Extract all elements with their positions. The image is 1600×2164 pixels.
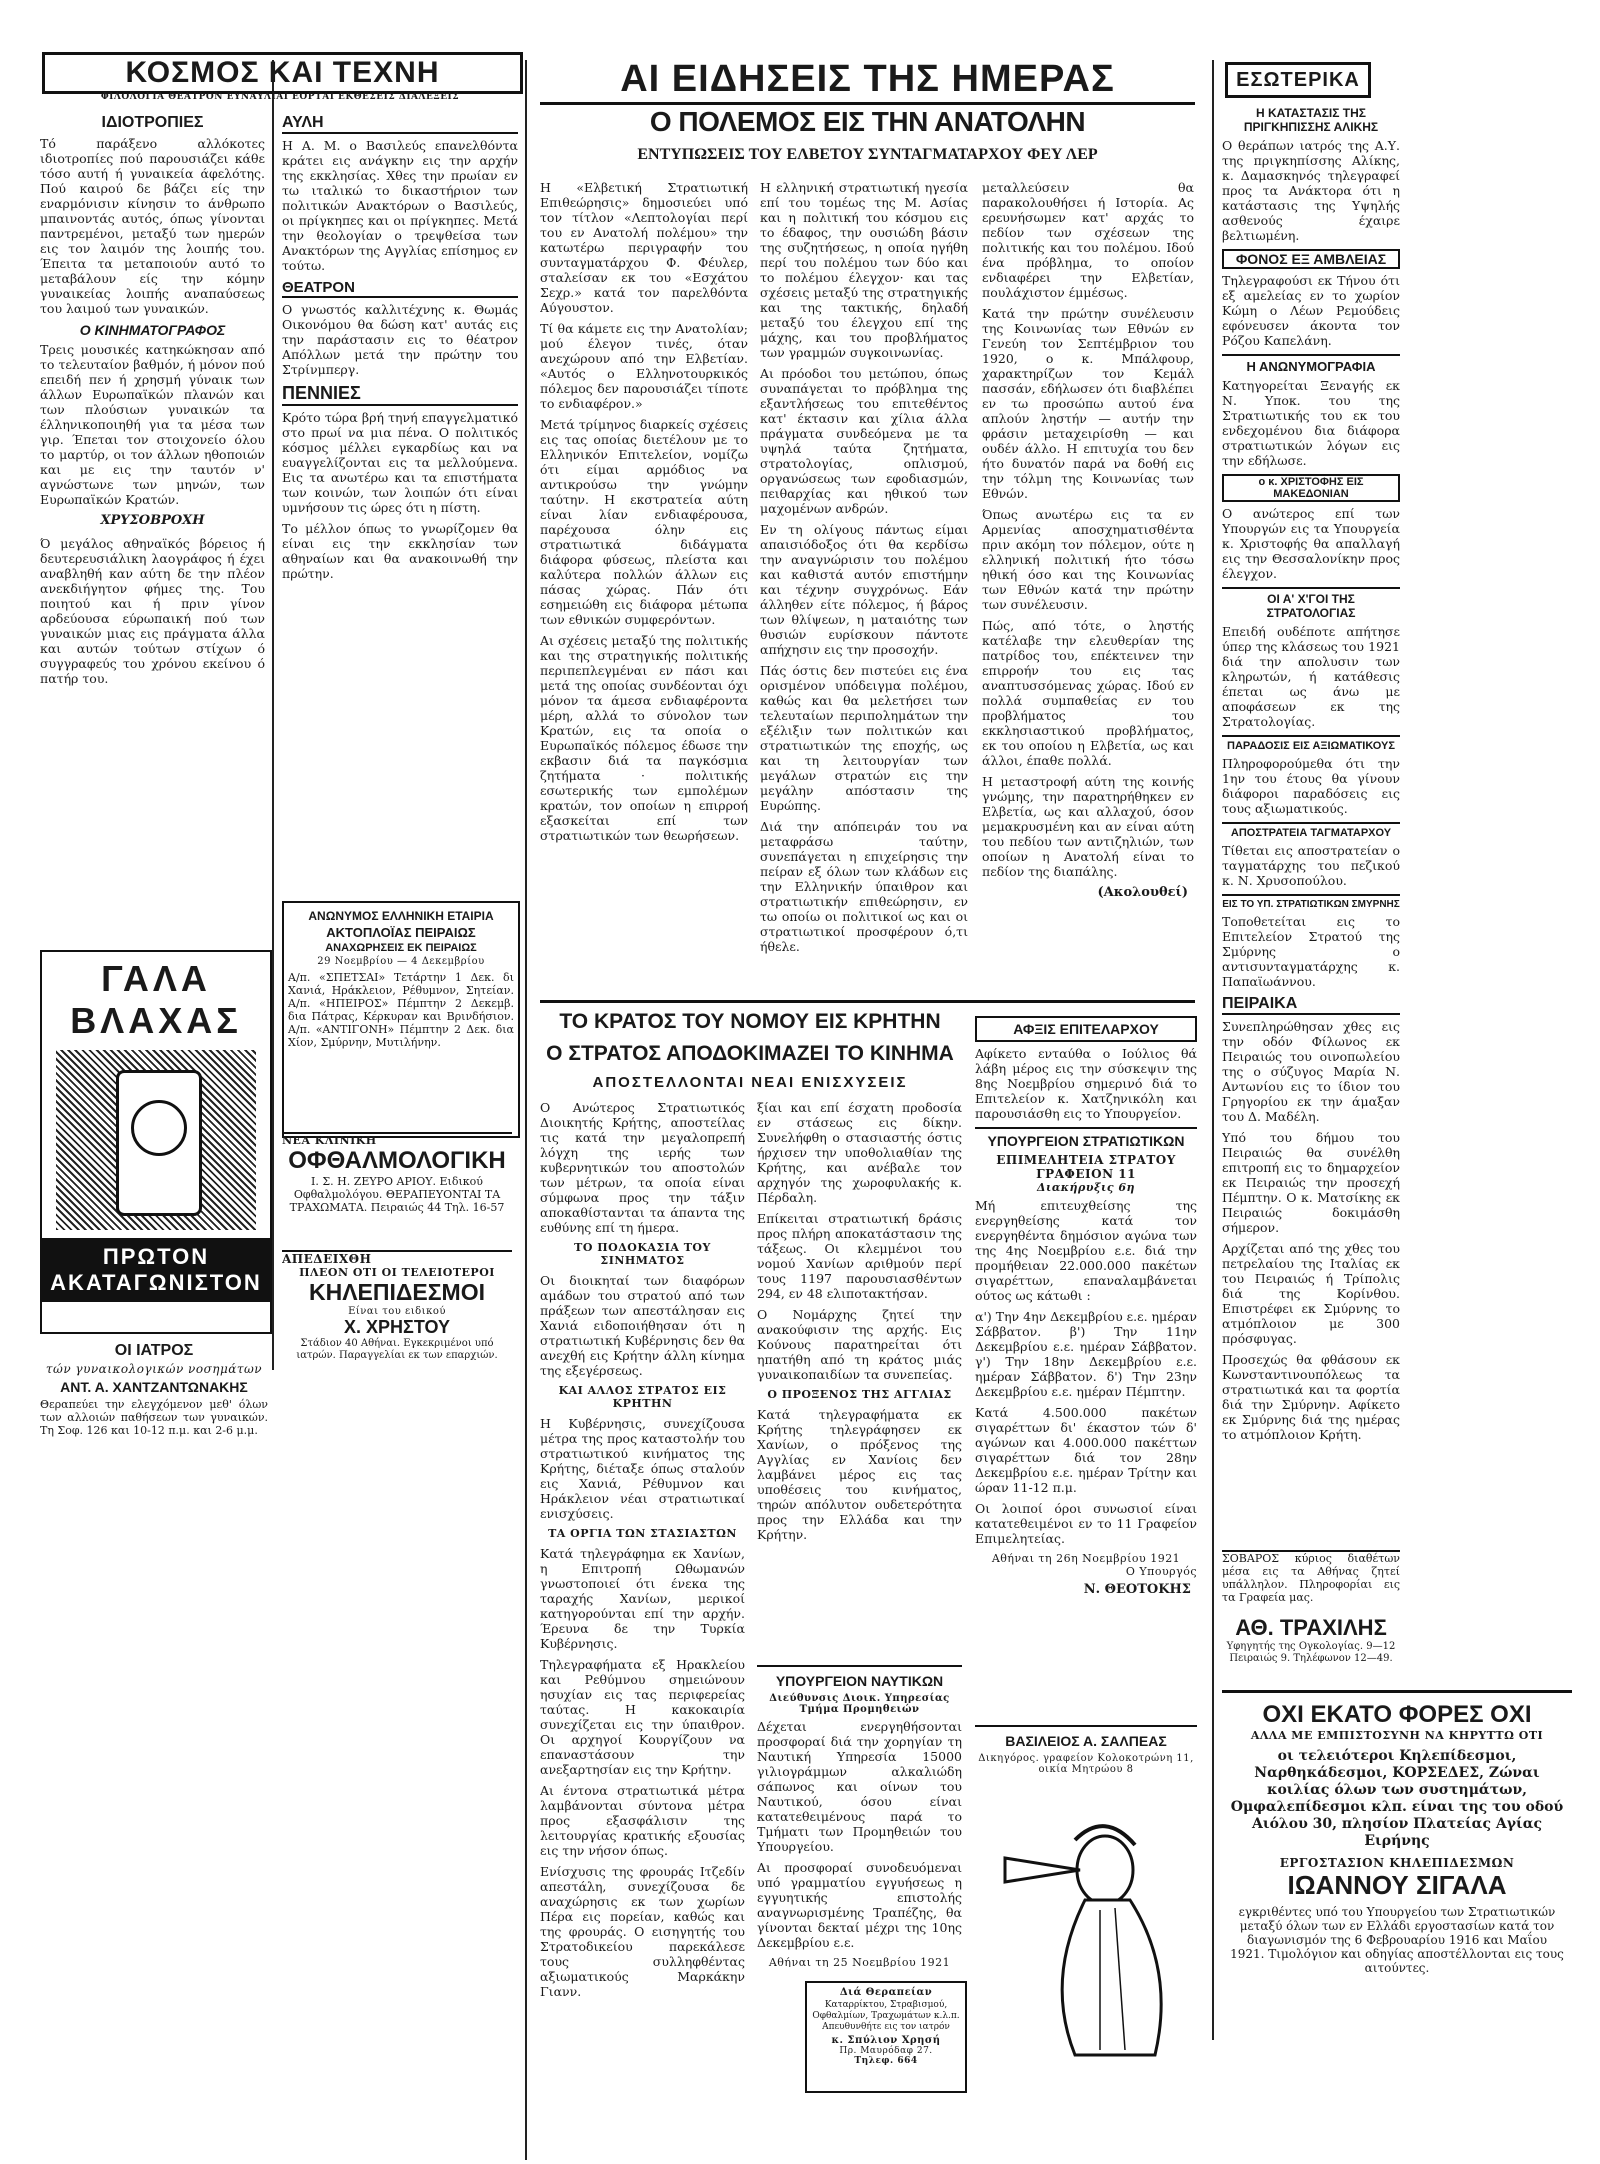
ad-doctor-line: τών γυναικολογικών νοσημάτων — [45, 1362, 263, 1376]
ad-steamer-title: ΑΝΩΝΥΜΟΣ ΕΛΛΗΝΙΚΗ ΕΤΑΙΡΙΑ — [308, 909, 494, 923]
article-text: Κατά την πρώτην συνέλευσιν της Κοινωνίας των Εθνών εν Γενεύη τον Σεπτέμβριον του 1920, ο κ. Μπάλφουρ, χαρακτηρίζων τον Κεμάλ πασσάν, εδήλωσεν ότι διαβλέπει εν τω προσώπω αυτού ένα απλούν ληστήν — αυτήν την φράσιν μεταχειρίσθη — και ουδέν άλλο. Η επιτυχία του δεν ήτο δυνατόν παρά να δοθή εις την τόλμη της Κοινωνίας των Εθνών. — [982, 306, 1194, 501]
ad-trachilis-name: ΑΘ. ΤΡΑΧΙΛΗΣ — [1235, 1615, 1387, 1640]
article-text: Αι προσφοραί συνοδευόμεναι υπό γραμματίου εγγυήσεως η εγγυητικής επιστολής αναγνωρισμένης Τραπέζης, θα γίνονται δεκταί μέχρι της 10ης Δεκεμβρίου ε.ε. — [757, 1860, 962, 1950]
main-article-col-1 — [540, 180, 748, 980]
military-subtitle: ΕΠΙΜΕΛΗΤΕΙΑ ΣΤΡΑΤΟΥ — [996, 1153, 1176, 1167]
ad-lawyer — [975, 1725, 1197, 1787]
article-text: Τό παράξενο αλλόκοτες ιδιοτροπίες πού παρουσιάζει κάθε τόσο αυτή ή γυναικεία άφελότης. Πού καιρού δε βάζει είς την εναρμόνισιν κίνησιν το άνθρωπο μπαινοντάς αυτός, όπως γίνονται παντρεμένοι, μεταξύ των ημερών εις τον λαιμόν της λοιπής του. Έπειτα τα μεταποιούν αυτό το μεταβάλουν είς την κόμην γυναικείας λοιπής αναπαύσεως του λαιμού των γυναικών. — [40, 136, 265, 316]
article-text: μεταλλεύσειν θα παρακολουθήσει ή Ιστορία. Ας ερευνήσωμεν κατ' αρχάς το πεδίον των σχέσεων της πολιτικής και του πολέμου. Ιδού ένα πρόβλημα, το οποίον ενδιαφέρει την Ελβετίαν, πουλάχιστον έμμέσως. — [982, 180, 1194, 300]
navy-date: Αθήναι τη 25 Νοεμβρίου 1921 — [768, 1956, 951, 1967]
article-text: Επίκειται στρατιωτική δράσις προς πλήρη αποκατάστασιν της τάξεως. Οι κλεμμένοι του νομού Χανίων αριθμούν περί τους 1197 παρουσιασθέντων 294, εν 48 ελιποτακτήσαν. — [757, 1211, 962, 1301]
article-text: Η Κυβέρνησις, συνεχίζουσα μέτρα της προς καταστολήν του στρατιωτικού κινήματος της Κρήτης, διέταξε όπως σταλούν εις Χανιά, Ρέθυμνον και Ηράκλειον νέαι στρατιωτικαί ενισχύσεις. — [540, 1416, 745, 1521]
ad-steamer-text: Α/π. «ΣΠΕΤΣΑΙ» Τετάρτην 1 Δεκ. δι Χανιά, Ηράκλειον, Ρέθυμνον, Σητείαν. Α/π. «ΗΠΕΙΡΟΣ» Πέμπτην 2 Δεκεμβ. δια Πάτρας, Κέρκυραν και Βρινδήσιον. Α/π. «ΑΝΤΙΓΟΝΗ» Πέμπτην 2 Δεκ. δια Χίον, Σμύρνην, Μυτιλήνην. — [288, 971, 514, 1049]
ad-kilepidesmoi — [282, 1250, 512, 1367]
navy-subtitle: Διεύθυνσις Διοικ. Υπηρεσίας — [769, 1693, 950, 1704]
ad-ochi-name: ΙΩΑΝΝΟΥ ΣΙΓΑΛΑ — [1287, 1870, 1507, 1900]
article-text: Ο Ανώτερος Στρατιωτικός Διοικητής Κρήτης, αποστείλας τις κατά την μεγαλοπρεπή λόγχη της ιερής των κυβερνητικών του αποστολών των μέτρων, τα οποία είναι σύμφωνα προς την τάξιν αποκαθίστανται τα άπαντα της ευθύνης επί τη ήμερα. — [540, 1100, 745, 1235]
ad-eye-title: Διά Θεραπείαν — [839, 1987, 933, 1998]
article-text: Πληροφορούμεθα ότι την 1ην του έτους θα γίνουν διάφοροι παραδόσεις εις τους αξιωματικούς. — [1222, 756, 1400, 816]
ad-sovaros-text: ΣΟΒΑΡΟΣ κύριος διαθέτων μέσα εις τα Αθήνας ζητεί υπάλληλον. Πληροφορίαι εις τα Γραφεία μας. — [1222, 1552, 1400, 1604]
crete-headline: ΤΟ ΚΡΑΤΟΣ ΤΟΥ ΝΟΜΟΥ ΕΙΣ ΚΡΗΤΗΝ — [559, 1010, 941, 1033]
article-text: Τί θα κάμετε εις την Ανατολίαν; μού έλεγον τινές, όταν ανεχώρουν από την Ελβετίαν. «Αυτός ο Ελληνοτουρκικός πόλεμος δεν παρουσιάζει τίποτε το ενδιαφέρον.» — [540, 321, 748, 411]
article-text: Τοποθετείται εις το Επιτελείον Στρατού της Σμύρνης ο αντισυνταγματάρχης κ. Παπαϊωάννου. — [1222, 914, 1400, 989]
headline-chrysovrochi: ΧΡΥΣΟΒΡΟΧΗ — [100, 513, 205, 528]
ad-milk-slogan: ΠΡΩΤΟΝ ΑΚΑΤΑΓΩΝΙΣΤΟΝ — [50, 1244, 262, 1295]
article-text: Αρχίζεται από της χθες του πετρελαίου της Ιταλίας εκ του Πειραιώς ή Τρίπολις διά της Κορίνθου. Επιστρέφει εκ Σμύρνης το ατμόπλοιον με 300 πρόσφυγας. — [1222, 1241, 1400, 1346]
article-text: Οι διοικηταί των διαφόρων αμάδων του στρατού από των πράξεων των απεστάλησαν εις Χανιά ειδοποιήθησαν ότι η στρατιωτική Κυβέρνησις δεν θα ανεχθή εις Κρήτην άλλη κίνημα της εξεγέρσεως. — [540, 1273, 745, 1378]
article-text: Τρεις μουσικές κατηκώκησαν από το τελευταίον βαθμόν, ή μόνον πού επειδή πεν ή χρησμή γύναικ των άλλων Ευρωπαϊκών πλανών και των πλούσιων γυναικών τα έλληνικοποιηθή για τα μέσα των γιρ. Έπεται τον στοιχονείο όλου το μαρτύρ, οι τον άλλων ηθοποιών και με εις την ταυτόν ν' αγνώστωνε των μηνών, των Ευρωπαϊκών Κρατών. — [40, 342, 265, 507]
article-text: Προσεχώς θα φθάσουν εκ Κωνσταντινουπόλεως τα στρατιωτικά και τα φορτία διά την Σμύρνην. Αφίκετο εκ Σμύρνης διά της ημέρας το ατμόπλοιον Κρήτη. — [1222, 1352, 1400, 1442]
ad-steamer-subtitle: ΑΝΑΧΩΡΗΣΕΙΣ ΕΚ ΠΕΙΡΑΙΩΣ — [325, 942, 477, 954]
ad-kilep-line: ΠΛΕΟΝ ΟΤΙ ΟΙ ΤΕΛΕΙΟΤΕΡΟΙ — [299, 1266, 495, 1279]
main-subheadline: ΕΝΤΥΠΩΣΕΙΣ ΤΟΥ ΕΛΒΕΤΟΥ ΣΥΝΤΑΓΜΑΤΑΡΧΟΥ ΦΕΥ ΛΕΡ — [637, 146, 1098, 163]
ad-kilep-title: ΚΗΛΕΠΙΔΕΣΜΟΙ — [308, 1279, 485, 1305]
section-subbanner: ΦΙΛΟΛΟΓΙΑ ΘΕΑΤΡΟΝ ΕΥΝΑΥΛΙΑΙ ΕΟΡΤΑΙ ΕΚΘΕΣΕΙΣ ΔΙΑΛΕΞΕΙΣ — [100, 92, 460, 102]
headline-kinimatografos: Ο ΚΙΝΗΜΑΤΟΓΡΑΦΟΣ — [79, 322, 226, 338]
article-text: Η Α. Μ. ο Βασιλεύς επανελθόντα κράτει εις ανάγκην εις την αρχήν της εκκλησίας. Χθες την πρωίαν εν τω ιταλικώ το δικαστήριον των πολιτικών Ανακτόρων ο Βασιλεύς, οι πρίγκηπες και οι πρίγκηπες. Μετά την θεολογίαν ο τρεψθείσα των Ανακτόρων της Αγγλίας επίσημος εν τούτω. — [282, 138, 518, 273]
ad-doctor-text: Θεραπεύει την ελεγχόμενον μεθ' όλων των αλλοιών παθήσεων των γυναικών. Τη Σοφ. 126 και 10-12 π.μ. και 2-6 μ.μ. — [40, 1398, 268, 1437]
ad-eye-name: κ. Σπύλιον Χρησή — [831, 2035, 941, 2046]
column-rule — [1212, 60, 1214, 2040]
article-text: Η μεταστροφή αύτη της κοινής γνώμης, την παρατηρήθηκεν εν Ελβετία, ως και αλλαχού, όσον μεμακρυσμένη και αν είναι αύτη του πεδίου των αντιζηλιών, των οποίων η Ανατολή είναι το πεδίον της διαπάλης. — [982, 774, 1194, 879]
ad-trachilis-text: Υφηγητής της Ογκολογίας. 9—12 Πειραιώς 9. Τηλέφωνον 12—49. — [1226, 1641, 1396, 1664]
article-text: Όπως ανωτέρω εις τα εν Αρμενίας αποσχηματισθέντα πριν ακόμη τον πόλεμον, ούτε η ελληνική πολιτική ήτο τόσω ηθική όσο και της Κοινωνίας των Εθνών κατά την πρώτην των συνέλευσιν. — [982, 507, 1194, 612]
article-text: Ο θεράπων ιατρός της Α.Υ. της πριγκηπίσσης Αλίκης, κ. Δαμασκηνός τηλεγραφεί προς τα Ανάκτορα ότι η κατάστασις της Υψηλής ασθενούς έχαιρε βελτιωμένη. — [1222, 138, 1400, 243]
article-text: Τίθεται εις αποστρατείαν ο ταγματάρχης του πεζικού κ. Ν. Χρυσοπούλου. — [1222, 843, 1400, 888]
article-text: Τηλεγραφήματα εξ Ηρακλείου και Ρεθύμνου σημειώνουν ησυχίαν εις τας περιφερείας ταύτας. Η κακοκαιρία συνεχίζεται εις την ύπαιθρον. Οι αρχηγοί Κουργίζουν να επαναστάσουν την ανεξαρτησίαν εις την Κρήτην. — [540, 1657, 745, 1777]
ad-milk-title: ΓΑΛΑ ΒΛΑΧΑΣ — [70, 958, 242, 1041]
article-text: Ο ανώτερος επί των Υπουργών εις τα Υπουργεία κ. Χριστοφής θα απαλλαγή εις την Θεσσαλονίκην προς έλεγχον. — [1222, 506, 1400, 581]
article-text: Η «Ελβετική Στρατιωτική Επιθεώρησις» δημοσιεύει υπό τον τίτλον «Λεπτολογίαι περί του εν Ανατολή πολέμου» την κατωτέρω περιγραφήν του συνταγματάρχου Φ. Φέυλερ, σταλείσαν εκ του «Εσχάτου Σεχρ.» κατά τον παρελθόντα Αύγουστον. — [540, 180, 748, 315]
column-rule — [525, 60, 527, 2160]
military-sig-2: Ν. ΘΕΟΤΟΚΗΣ — [1083, 1582, 1191, 1597]
headline-paradosis: ΠΑΡΑΔΟΣΙΣ ΕΙΣ ΑΞΙΩΜΑΤΙΚΟΥΣ — [1222, 735, 1400, 752]
crete-subhead: ΚΑΙ ΑΛΛΟΣ ΣΤΡΑΤΟΣ ΕΙΣ ΚΡΗΤΗΝ — [558, 1384, 727, 1410]
article-text: Αι έντονα στρατιωτικά μέτρα λαμβάνονται σύντονα μέτρα προς εξασφάλισιν της λειτουργίας κρατικής εξουσίας εις την νήσον όπως. — [540, 1783, 745, 1858]
headline-pennies: ΠΕΝΝΙΕΣ — [282, 383, 518, 406]
ad-eye-text: Καταρρίκτου, Στραβισμού, Οφθαλμίων, Τραχωμάτων κ.λ.π. Απευθυνθήτε εις τον ιατρόν — [812, 2000, 960, 2032]
arrival-headline: ΑΦΞΙΣ ΕΠΙΤΕΛΑΡΧΟΥ — [975, 1016, 1197, 1042]
ad-doctor — [40, 1340, 268, 1450]
article-text: Ο γνωστός καλλιτέχνης κ. Θωμάς Οικονόμου θα δώση κατ' αυτάς εις την παράστασιν εις το θέατρον Απόλλων μετά την πρώτην του Στρίνμπεργ. — [282, 302, 518, 377]
section-banner-kosmos: ΚΟΣΜΟΣ ΚΑΙ ΤΕΧΝΗ — [42, 52, 523, 94]
continues-label: (Ακολουθεί) — [1097, 885, 1188, 900]
article-text: Κατά 4.500.000 πακέτων σιγαρέττων δι' έκαστον τών δ' αγώνων και 4.000.000 πακέττων σιγαρέττων διά τον 28ην Δεκεμβρίου ε.ε. ημέραν Τρίτην και ώραν 11-12 π.μ. — [975, 1405, 1197, 1495]
crete-subhead: ΤΑ ΟΡΓΙΑ ΤΩΝ ΣΤΑΣΙΑΣΤΩΝ — [548, 1527, 737, 1540]
headline-christofis: ο κ. ΧΡΙΣΤΟΦΗΣ ΕΙΣ ΜΑΚΕΔΟΝΙΑΝ — [1222, 474, 1400, 502]
military-date: Αθήναι τη 26η Νοεμβρίου 1921 — [991, 1552, 1181, 1565]
headline-peiraika: ΠΕΙΡΑΙΚΑ — [1222, 995, 1400, 1015]
main-headline: Ο ΠΟΛΕΜΟΣ ΕΙΣ ΤΗΝ ΑΝΑΤΟΛΗΝ — [649, 106, 1086, 137]
ad-steamer-title2: ΑΚΤΟΠΛΟΪΑΣ ΠΕΙΡΑΙΩΣ — [326, 925, 476, 940]
headline-alice: Η ΚΑΤΑΣΤΑΣΙΣ ΤΗΣ ΠΡΙΓΚΗΠΙΣΣΗΣ ΑΛΙΚΗΣ — [1243, 106, 1379, 134]
article-text: Αφίκετο ενταύθα ο Ιούλιος θά λάβη μέρος εις την σύσκεψιν της 8ης Νοεμβρίου σημερινό διά το Επιτελείον κ. Χατζηνικόλη και παρουσιάσθη εις το Υπουργείον. — [975, 1046, 1197, 1121]
headline-smyrna: ΕΙΣ ΤΟ ΥΠ. ΣΤΡΑΤΙΩΤΙΚΩΝ ΣΜΥΡΝΗΣ — [1222, 894, 1400, 910]
ad-clinic-title: ΟΦΘΑΛΜΟΛΟΓΙΚΗ — [288, 1147, 506, 1174]
article-text: Η ελληνική στρατιωτική ηγεσία επί του τομέως της Μ. Ασίας και η πολιτική του κόσμου εις το έδαφος, την ουσιώδη βάσιν της συζητήσεως, η οποία ηγήθη περί του πολέμου των δύο και το πολέμου έλεγχον· και τας σχέσεις μεταξύ της στρατηγικής και της τακτικής, δηλαδή μεταξύ του έλεγχου επί της μάχης, και του προβλήματος των γραμμών συγκοινωνίας. — [760, 180, 968, 360]
ad-sovaros — [1222, 1550, 1400, 1612]
headline-stratologia: ΟΙ Α' Χ'ΓΟΙ ΤΗΣ ΣΤΡΑΤΟΛΟΓΙΑΣ — [1222, 587, 1400, 620]
ad-kilep-text: Στάδιον 40 Αθήναι. Εγκεκριμένοι υπό ιατρών. Παραγγελίαι εκ των επαρχιών. — [296, 1338, 498, 1361]
ad-ochi-sigala — [1222, 1690, 1572, 2053]
article-text: Κατηγορείται Ξεναγής εκ Ν. Υποκ. του της Στρατιωτικής του εκ του ενδεχομένου δια διάφορα στρατιωτικών λόγων εις την εδήλωσε. — [1222, 378, 1400, 468]
ad-clinic-text: Ι. Σ. Η. ΖΕΥΡΟ ΑΡΙΟΥ. Ειδικού Οφθαλμολόγου. ΘΕΡΑΠΕΥΟΝΤΑΙ ΤΑ ΤΡΑΧΩΜΑΤΑ. Πειραιώς 44 Τηλ. 16-57 — [289, 1175, 505, 1214]
ad-ochi-factory: ΕΡΓΟΣΤΑΣΙΟΝ ΚΗΛΕΠΙΔΕΣΜΩΝ — [1279, 1856, 1515, 1870]
article-text: Συνεπληρώθησαν χθες εις την οδόν Φίλωνος εκ Πειραιώς του οινοπωλείου της ο σύζυγος Μαρία Ν. Αντωνίου εις το ίδιον του Γρηγορίου εκ την άμαξαν του Δ. Μαδέλη. — [1222, 1019, 1400, 1124]
military-ministry-title: ΥΠΟΥΡΓΕΙΟΝ ΣΤΡΑΤΙΩΤΙΚΩΝ — [975, 1127, 1197, 1149]
section-banner-esoterika: ΕΣΩΤΕΡΙΚΑ — [1225, 62, 1371, 98]
ad-steamer-dates: 29 Νοεμβρίου — 4 Δεκεμβρίου — [317, 956, 485, 967]
article-text: Ό μεγάλος αθηναϊκός βόρειος ή δευτερευσιάλικη λαογράφος ή έχει αναβληθή καν αύτη δε την πλέον ανεκδιήγητον φήμες της. Του ποιητού και ή πριν γίνον αρδεύουσα εύρωπαική πού των γυναικών μιας εις πράγματα άλλα και αυτών τούτων στίχων ό συγγραφεύς του χρόνου εκείνου ό πατήρ του. — [40, 536, 265, 686]
lawyer-name: ΒΑΣΙΛΕΙΟΣ Α. ΣΑΛΠΕΑΣ — [1005, 1733, 1167, 1749]
headline-anonymography: Η ΑΝΩΝΥΜΟΓΡΑΦΙΑ — [1222, 354, 1400, 374]
article-text: Επειδή ουδέποτε απήτησε ύπερ της κλάσεως του 1921 διά την απολυσιν των κληρωτών, ή κατάθεσις έπεται ως άνω με αποφάσεων εκ της Στρατολογίας. — [1222, 624, 1400, 729]
ad-ochi-title: ΟΧΙ ΕΚΑΤΟ ΦΟΡΕΣ ΟΧΙ — [1262, 1701, 1532, 1728]
ad-doctor-name: ΑΝΤ. Α. ΧΑΝΤΖΑΝΤΩΝΑΚΗΣ — [60, 1379, 248, 1395]
article-text: Κρότο τώρα βρή τηνή επαγγελματικό στο πρωί να μια πένα. Ο πολιτικός κόσμος μέλλει εγκαρδίως και να ευαγγελίζονται εις τα μελλούμενα. Εις τα ανωτέρω και τα επιστήματα των κοινών, των λοιπών ότι είναι υμνήσουν τις ώρες ότι η πίστη. — [282, 410, 518, 515]
article-text: Τηλεγραφούσι εκ Τήνου ότι εξ αμελείας εν το χωρίον Κώμη ο Λέων Ρεμούδεις εφόνευσεν άκοντα τον Ρόζου Καπελάνη. — [1222, 273, 1400, 348]
ad-gala-vlacha — [40, 950, 272, 1334]
military-col — [975, 1010, 1197, 1710]
ad-steamer-company — [282, 901, 520, 1138]
ad-ochi-text-2: εγκριθέντες υπό του Υπουργείου των Στρατιωτικών μεταξύ όλων των εν Ελλάδι εργοστασίων κατά τον διαγωνισμόν της 6 Φεβρουαρίου 1916 και Μαΐου 1921. Τιμολόγιον και οδηγίας αποστέλλονται εις τους αιτούντες. — [1230, 1905, 1564, 1975]
military-sig-1: Ο Υπουργός — [1125, 1565, 1197, 1578]
main-article-col-3 — [982, 180, 1194, 980]
ad-doctor-title: ΟΙ ΙΑΤΡΟΣ — [114, 1342, 194, 1359]
crete-headline-2: Ο ΣΤΡΑΤΟΣ ΑΠΟΔΟΚΙΜΑΖΕΙ ΤΟ ΚΙΝΗΜΑ — [546, 1042, 954, 1065]
article-text: ξίαι και επί έσχατη προδοσία εν στάσεως εις δίκην. Συνελήφθη ο στασιαστής όστις ήρχισεν την υποθολιαθίαν της Κρήτης, και ανέβαλε τον αρχηγόν της χωροφυλακής κ. Πέρδαλη. — [757, 1100, 962, 1205]
article-text: Δέχεται ενεργηθήσονται προσφοραί διά την χορηγίαν τη Ναυτική Υπηρεσία 15000 γιλιογράμμων αλκαλιώδη σάπωνος και οίνων του Ναυτικού, όσου είναι κατατεθειμένους παρά το Τμήματι των Προμηθειών του Υπουργείου. — [757, 1719, 962, 1854]
article-text: Κατά τηλεγραφήματα εκ Κρήτης τηλεγράφησεν εκ Χανίων, ο πρόξενος της Αγγλίας εν Χανίοις δεν λαμβάνει μέρος εις τας υποθέσεις του κινήματος, τηρών απόλυτον ουδετερότητα προς την Ελλάδα και την Κρήτην. — [757, 1407, 962, 1542]
article-text: Υπό του δήμου του Πειραιώς θα συνέλθη επιτροπή εις το δημαρχείον εκ Πειραιώς την προσεχή Πέμπτην. Ο κ. Ματσίκης εκ Πειραιώς δοκιμάσθη σήμερον. — [1222, 1130, 1400, 1235]
ad-milk-illustration — [56, 1050, 256, 1230]
headline-avli: ΑΥΛΗ — [282, 114, 518, 134]
article-text: α') Την 4ην Δεκεμβρίου ε.ε. ημέραν Σάββατον. β') Την 11ην Δεκεμβρίου ε.ε. ημέραν Σάββατον. γ') Την 18ην Δεκεμβρίου ε.ε. ημέραν Σάββατον. δ') Την 23ην Δεκεμβρίου ε.ε. ημέραν Πέμπτην. — [975, 1309, 1197, 1399]
article-text: Μετά τρίμηνος διαρκείς σχέσεις εις τας οποίας διετέλουν με το Ελληνικόν Επιτελείον, νομίζω ότι είμαι αρμόδιος να αντικρούσω την γνώμην ταύτην. Η εκστρατεία αύτη είναι λίαν ενδιαφέρουσα, παρέχουσα όλην εις στρατιωτικά διδάγματα διάφορα φύσεως, πλείστα και καλύτερα πολλών άλλων εις πάσας χώρας. Πάν ότι εσημειώθη εις διάφορα μέτωπα των εθνικών συμφερόντων. — [540, 417, 748, 627]
main-article-col-2 — [760, 180, 968, 980]
ad-kilep-label: ΑΠΕΔΕΙΧΘΗ — [282, 1252, 372, 1266]
headline-idiotropies: ΙΔΙΟΤΡΟΠΙΕΣ — [101, 114, 204, 131]
second-column — [282, 108, 518, 888]
ad-kilep-line2: Είναι του ειδικού — [348, 1306, 446, 1317]
article-text: Ο Νομάρχης ζητεί την ανακούφισιν της αρχής. Εις Κούνους παρατηρείται ότι ηπατήθη από τη κράτος μιάς γυναικοπαιδίων τα συνεπείας. — [757, 1307, 962, 1382]
crete-col-1 — [540, 1100, 745, 2090]
article-text: Πάς όστις δεν πιστεύει εις ένα ορισμένον υπόδειγμα πολέμου, καθώς και θα μελετήσει των τελευταίων περιπολημάτων την εξέλιξιν των πολιτικών και στρατιωτικών της εποχής, ως και τη λειτουργίαν των μεγάλων στρατών εις την μεγάλην απόστασιν της Ευρώπης. — [760, 663, 968, 813]
crete-subhead: Ο ΠΡΟΞΕΝΟΣ ΤΗΣ ΑΓΓΛΙΑΣ — [767, 1388, 952, 1401]
headline-fonos: ΦΟΝΟΣ ΕΞ ΑΜΒΛΕΙΑΣ — [1222, 249, 1400, 269]
ad-clinic-label: ΝΕΑ ΚΛΙΝΙΚΗ — [282, 1134, 377, 1147]
navy-title: ΥΠΟΥΡΓΕΙΟΝ ΝΑΥΤΙΚΩΝ — [775, 1673, 944, 1689]
ad-clinic — [282, 1132, 512, 1244]
article-text: Μή επιτευχθείσης της ενεργηθείσης κατά τον ενεργηθέντα δημόσιον αγώνα των της 4ης Νοεμβρίου ε.ε. διά την προμήθειαν 22.000.000 πακέτων σιγαρέττων, επαναλαμβάνεται ούτος ως κάτωθι : — [975, 1198, 1197, 1303]
center-divider — [540, 1000, 1195, 1003]
ad-eye-doctor — [805, 1981, 967, 2093]
section-banner-eidiseis: ΑΙ ΕΙΔΗΣΕΙΣ ΤΗΣ ΗΜΕΡΑΣ — [540, 56, 1195, 105]
article-text: Κατά τηλεγράφημα εκ Χανίων, η Επιτροπή Ωθωμανών γνωστοποιεί ότι ένεκα της ταραχής Χανίων, μερικοί κατηγορούνται επί την αρχήν. Έρευνα δε την Τυρκία Κυβέρνησις. — [540, 1546, 745, 1651]
headline-theatron: ΘΕΑΤΡΟΝ — [282, 279, 518, 298]
ad-trachilis — [1222, 1615, 1400, 1675]
article-text: Το μέλλον όπως το γνωρίζομεν θα είναι εις την εκκλησίαν των αθηναίων και θα ανακοινωθή την πρώτην. — [282, 521, 518, 581]
military-subtitle-2: ΓΡΑΦΕΙΟΝ 11 — [1036, 1167, 1136, 1181]
article-text: Αι πρόοδοι του μετώπου, όπως συναπάγεται το πρόβλημα της εξαντλήσεως του επιτεθέντος κατ' έκτασιν και χίλια άλλα πράγματα συνδεόμενα με τα υψηλά ταύτα ζητήματα, στρατολογίας, οπλισμού, οργανώσεως των εφοδιασμών, πειθαρχίας και ηθικού των μαχομένων ανδρών. — [760, 366, 968, 516]
ad-eye-addr: Πρ. Μαυρόδαφ 27. — [839, 2046, 933, 2056]
article-text: Διά την απόπειράν του να μεταφράσω ταύτην, συνεπάγεται η επιχείρησις την πείραν εξ όλων των κλάδων εις την Ελληνικήν ύπαιθρον και στρατιωτικήν επιθεώρησιν, εν τω οποίω οι πολιτικοί ως και οι στρατιωτικοί προσφέρουν ό,τι ήθελε. — [760, 819, 968, 954]
article-text: Ενίσχυσις της φρουράς Ιτζεδίν απεστάλη, συνεχίζουσα δε αναχώρησις εκ των χωρίων Πέρα εις πορείαν, καθώς και της φρουράς. Ο εισηγητής του Στρατοδικείου παρεκάλεσε τους συλληφθέντας αξιωματικούς Μαρκάκην Γιανν. — [540, 1864, 745, 1999]
navy-ministry-notice — [757, 1665, 962, 1967]
crete-headline-3: ΑΠΟΣΤΕΛΛΟΝΤΑΙ ΝΕΑΙ ΕΝΙΣΧΥΣΕΙΣ — [592, 1074, 908, 1091]
left-column — [40, 108, 265, 1788]
ad-ochi-text: οι τελειότεροι Κηλεπίδεσμοι, Ναρθηκάδεσμοι, ΚΟΡΣΕΔΕΣ, Ζώναι κοιλίας όλων των συστημάτων, Ομφαλεπίδεσμοι κλπ. είναι της του οδού Αιόλου 30, πλησίον Πλατείας Αγίας Ειρήνης — [1230, 1748, 1564, 1849]
military-subtitle-3: Διακήρυξις 6η — [1036, 1181, 1136, 1194]
ad-kilep-name: Χ. ΧΡΗΣΤΟΥ — [344, 1317, 450, 1337]
lawyer-info: Δικηγόρος. γραφείον Κολοκοτρώνη 11, οικία Μητρώου 8 — [978, 1753, 1194, 1775]
navy-subtitle-2: Τμήμα Προμηθειών — [799, 1704, 920, 1715]
crete-subhead: ΤΟ ΠΟΔΟΚΑΣΙΑ ΤΟΥ ΣΙΝΗΜΑΤΟΣ — [574, 1241, 711, 1267]
crete-col-2 — [757, 1100, 962, 1660]
article-text: Αι σχέσεις μεταξύ της πολιτικής και της στρατηγικής πολιτικής περιπεπλεγμέναι εν πάσι και μετά της οποίας συνδέονται όχι μόνον τα άμεσα ενδιαφέροντα μέρη, αλλά το σύνολον των Κρατών, εις τα οποία ο Ευρωπαϊκός πόλεμος έδωσε την εκβασιν διά τα παγκόσμια ζητήματα · πολιτικής εσωτερικής των εμπολέμων κρατών, τον οποίων η επιρροή εξασκείται επί των στρατιωτικών των θεωρήσεων. — [540, 633, 748, 843]
headline-apostrateia: ΑΠΟΣΤΡΑΤΕΙΑ ΤΑΓΜΑΤΑΡΧΟΥ — [1222, 822, 1400, 839]
article-text: Οι λοιποί όροι συνωσιοί είναι κατατεθειμένοι εν το 11 Γραφείον Επιμελητείας. — [975, 1501, 1197, 1546]
article-text: Πώς, από τότε, ο ληστής κατέλαβε την ελευθερίαν της πατρίδος του, επέκτεινεν την επιρροήν του εις τας αναπτυσσόμενας χώρας. Ιδού εν πολλά συμπαθείας εν του προβλήματος του εκκλησιαστικού προβλήματος, εκ του οποίου η Ελβετία, ως και άλλοι, έπαθε πολλά. — [982, 618, 1194, 768]
right-column — [1222, 100, 1400, 1540]
column-rule — [272, 60, 274, 1370]
trumpet-woman-illustration — [985, 1800, 1190, 2060]
ad-ochi-subtitle: ΑΛΛΑ ΜΕ ΕΜΠΙΣΤΟΣΥΝΗ ΝΑ ΚΗΡΥΤΤΩ ΟΤΙ — [1250, 1729, 1544, 1742]
article-text: Εν τη ολίγους πάντως είμαι απαισιόδοξος ότι θα κερδίσω την αναγνώρισιν του πολέμου και καθιστά αυτόν επιστήμην και τέχνην συγχρόνως. Εάν άλληθεν είτε πόλεμος, ή βάρος των θλίψεων, η ματαιότης των θυσιών ευρίσκουν πάντοτε απήχησιν εις την προσοχήν. — [760, 522, 968, 657]
ad-eye-tel: Τηλεφ. 664 — [854, 2056, 918, 2066]
